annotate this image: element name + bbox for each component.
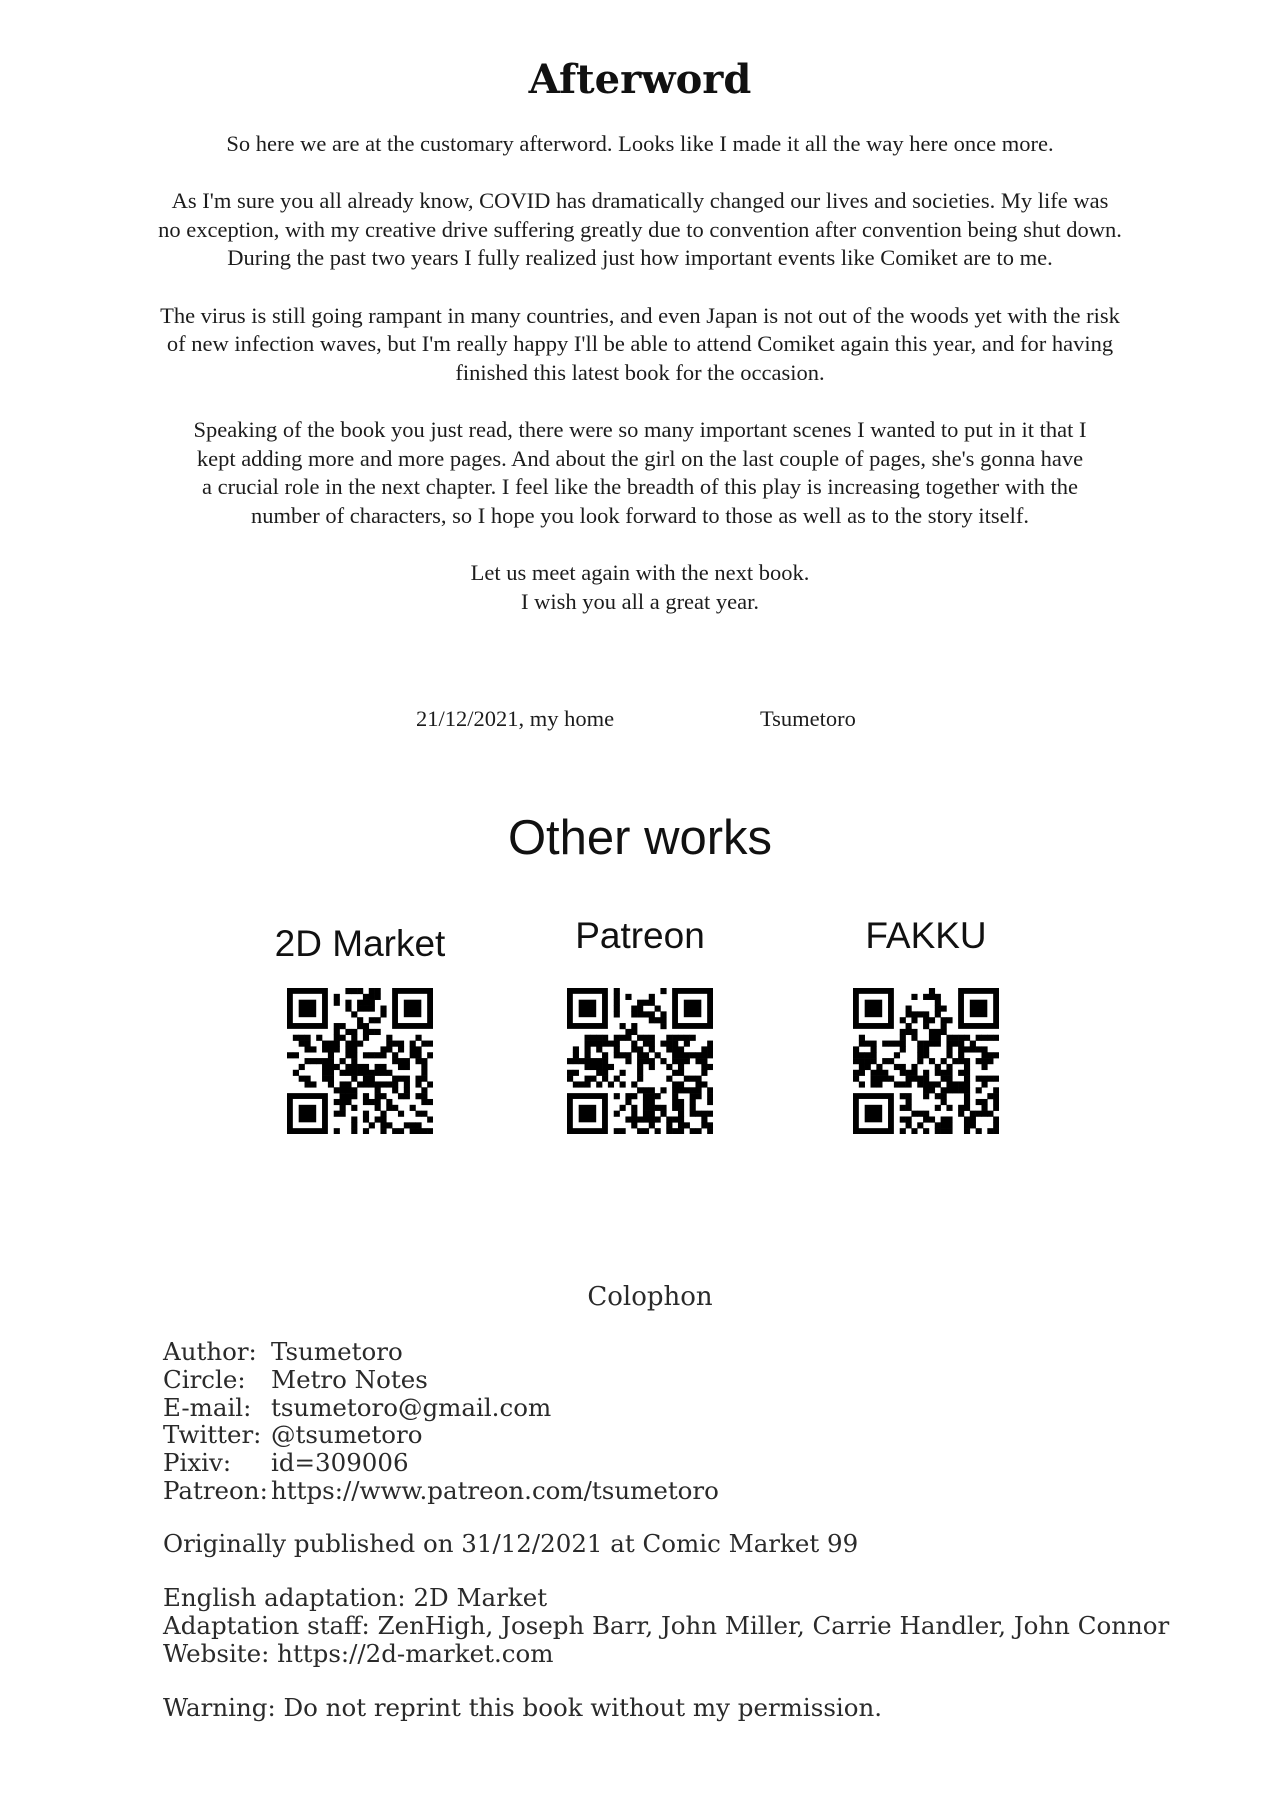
info-key: Twitter: (163, 1420, 262, 1450)
info-key: E-mail: (163, 1392, 252, 1422)
info-key: Circle: (163, 1364, 246, 1394)
afterword-title: Afterword (528, 56, 752, 103)
info-value: Metro Notes (271, 1364, 428, 1394)
adaptation-staff: Adaptation staff: ZenHigh, Joseph Barr, John Miller, Carrie Handler, John Connor (163, 1611, 1170, 1640)
afterword-paragraph: So here we are at the customary afterword. Looks like I made it all the way here once more. (226, 131, 1054, 156)
colophon-info (163, 1338, 719, 1505)
info-row (163, 1421, 719, 1449)
qr-fakku (816, 915, 1036, 1135)
signoff-date: 21/12/2021, my home (416, 706, 615, 731)
info-row (163, 1394, 719, 1422)
info-row (163, 1477, 719, 1505)
info-key: Pixiv: (163, 1448, 232, 1478)
qr-code-icon[interactable] (853, 988, 999, 1134)
qr-label: FAKKU (865, 915, 987, 956)
info-value: Tsumetoro (271, 1337, 403, 1366)
adaptation-note: English adaptation: 2D Market (163, 1583, 548, 1612)
info-value: tsumetoro@gmail.com (271, 1392, 552, 1422)
afterword-body (140, 130, 1140, 616)
info-row (163, 1449, 719, 1477)
info-value: id=309006 (271, 1448, 409, 1478)
qr-2d-market (250, 915, 470, 1135)
warning-note: Warning: Do not reprint this book without my permission. (163, 1693, 883, 1722)
afterword-paragraph: The virus is still going rampant in many countries, and even Japan is not out of the woods yet with the risk of new infection waves, but I'm really happy I'll be able to attend Comiket again this year, and for having finished this latest book for the occasion. (160, 302, 1120, 385)
qr-code-icon[interactable] (567, 988, 713, 1134)
info-value: @tsumetoro (271, 1420, 423, 1450)
qr-patreon (530, 915, 750, 1135)
qr-label: 2D Market (274, 923, 446, 964)
info-key: Author: (163, 1337, 257, 1366)
afterword-closing: Let us meet again with the next book. (470, 559, 810, 585)
afterword-paragraph: Speaking of the book you just read, there were so many important scenes I wanted to put in it that I kept adding more and more pages. And about the girl on the last couple of pages, she's gonna have a crucial role in the next chapter. I feel like the breadth of this play is increasing together with the number of characters, so I hope you look forward to those as well as to the story itself. (193, 416, 1087, 528)
published-note: Originally published on 31/12/2021 at Comic Market 99 (163, 1529, 859, 1558)
colophon-title: Colophon (587, 1282, 713, 1312)
website-note: Website: https://2d-market.com (163, 1639, 554, 1668)
info-row (163, 1338, 719, 1366)
qr-label: Patreon (575, 915, 705, 956)
qr-code-icon[interactable] (287, 988, 433, 1134)
signoff-name: Tsumetoro (760, 706, 856, 731)
afterword-paragraph: As I'm sure you all already know, COVID has dramatically changed our lives and societies. My life was no exception, with my creative drive suffering greatly due to convention after convention being shut down. During the past two years I fully realized just how important events like Comiket are to me. (158, 188, 1122, 271)
afterword-closing: I wish you all a great year. (520, 588, 760, 614)
info-value: https://www.patreon.com/tsumetoro (271, 1475, 719, 1505)
info-key: Patreon: (163, 1475, 268, 1505)
info-row (163, 1366, 719, 1394)
other-works-title: Other works (507, 811, 773, 865)
